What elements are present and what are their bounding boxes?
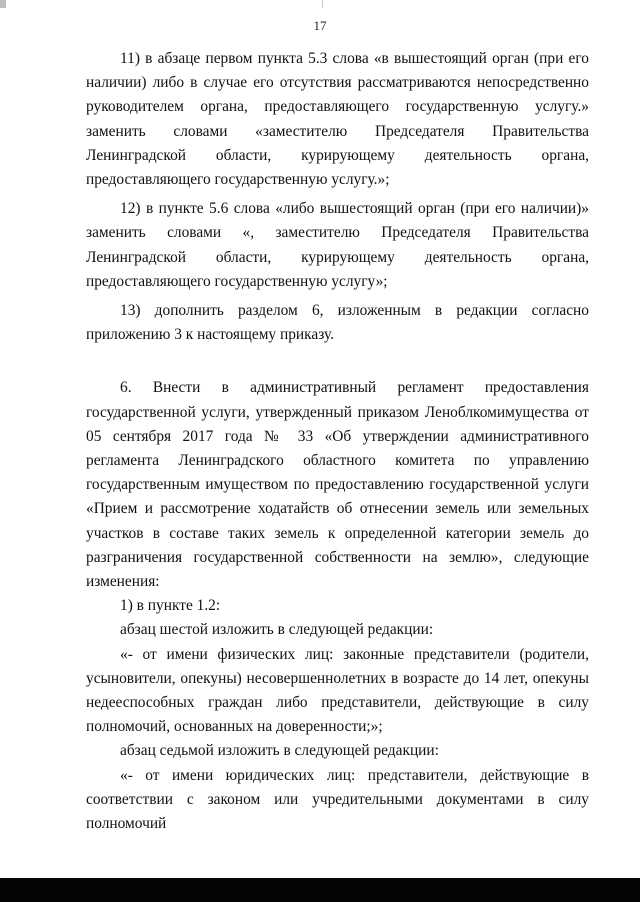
- paragraph-abzac-6-heading: абзац шестой изложить в следующей редакции:: [120, 621, 434, 639]
- page-number: 17: [313, 18, 327, 33]
- paragraph-abzac-7-heading: абзац седьмой изложить в следующей редакции:: [120, 742, 439, 760]
- paragraph-item-11: 11) в абзаце первом пункта 5.3 слова «в вышестоящий орган (при его наличии) либо в случае его отсутствия рассматриваются непосредственно руководителем органа, предоставляющего государственную услугу.» заменить словами «заместителю Председателя Правительства Ленинградской области, курирующему деятельность органа, предоставляющего государственную услугу.»;: [86, 50, 589, 189]
- scan-bottom-border: [0, 878, 640, 902]
- paragraph-abzac-6-text: «- от имени физических лиц: законные представители (родители, усыновители, опекуны) несовершеннолетних в возрасте до 14 лет, опекуны недееспособных граждан либо представители, действующие в силу полномочий, основанных на доверенности;»;: [86, 645, 589, 736]
- paragraph-item-13: 13) дополнить разделом 6, изложенным в редакции согласно приложению 3 к настоящему приказу.: [86, 302, 589, 344]
- paragraph-section-6: 6. Внести в административный регламент предоставления государственной услуги, утвержденный приказом Леноблкомимущества от 05 сентября 2017 года № 33 «Об утверждении административного регламента Ленинградского областного комитета по управлению государственным имуществом по предоставлению государственной услуги «Прием и рассмотрение ходатайств об отнесении земель или земельных участков в составе таких земель к определенной категории земель до разграничения государственной собственности на землю», следующие изменения:: [86, 379, 589, 591]
- scan-artifact: [322, 0, 323, 8]
- scan-artifact: [0, 0, 6, 8]
- paragraph-subitem-1: 1) в пункте 1.2:: [120, 597, 221, 615]
- paragraph-item-12: 12) в пункте 5.6 слова «либо вышестоящий орган (при его наличии)» заменить словами «, заместителю Председателя Правительства Ленинградской области, курирующему деятельность органа, предоставляющего государственную услугу»;: [86, 200, 589, 290]
- document-body: [86, 47, 589, 836]
- paragraph-abzac-7-text: «- от имени юридических лиц: представители, действующие в соответствии с законом или учредительными документами в силу полномочий: [86, 766, 589, 833]
